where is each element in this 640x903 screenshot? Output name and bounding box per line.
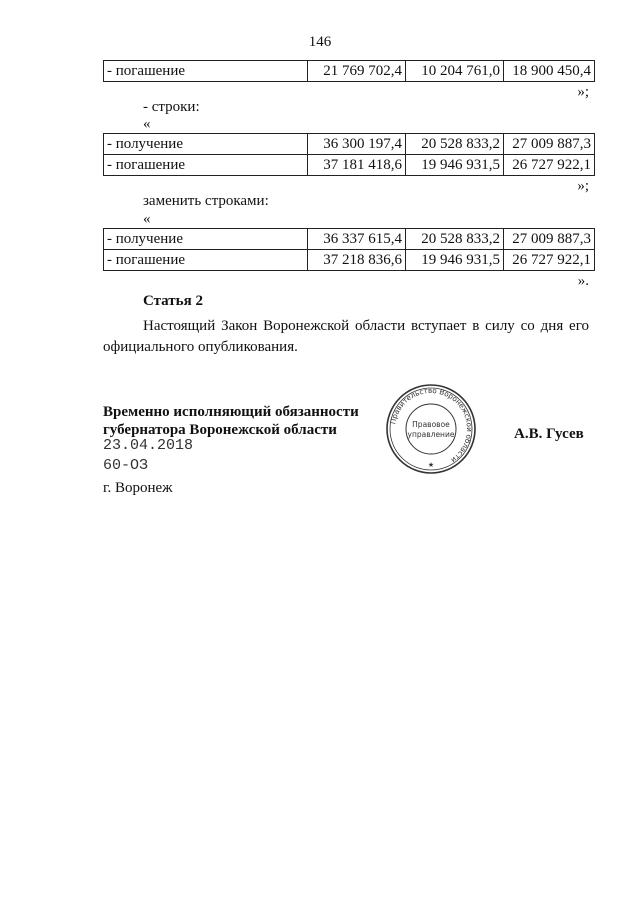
- signer-title-line2: губернатора Воронежской области: [103, 422, 337, 438]
- closing-quote-2: »;: [577, 178, 589, 194]
- row-value-2: 19 946 931,5: [406, 250, 504, 271]
- closing-quote-1: »;: [577, 84, 589, 100]
- seal-center-line2: управление: [407, 430, 455, 439]
- row-value-1: 37 181 418,6: [308, 155, 406, 176]
- row-value-1: 36 337 615,4: [308, 229, 406, 250]
- row-label: - получение: [104, 134, 308, 155]
- row-value-3: 18 900 450,4: [504, 61, 595, 82]
- official-seal: [385, 383, 477, 475]
- row-value-3: 26 727 922,1: [504, 155, 595, 176]
- table-row: [104, 61, 595, 82]
- table-row: [104, 134, 595, 155]
- table-row: [104, 250, 595, 271]
- seal-star-icon: ★: [427, 461, 435, 469]
- table-row: [104, 155, 595, 176]
- seal-ring-text: Правительство Воронежской области: [388, 385, 475, 465]
- table-old-lines: [103, 133, 595, 176]
- law-date: 23.04.2018: [103, 437, 194, 454]
- row-label: - погашение: [104, 61, 308, 82]
- article-title: Статья 2: [143, 293, 203, 309]
- row-value-2: 19 946 931,5: [406, 155, 504, 176]
- opening-quote-1: «: [143, 116, 151, 132]
- table-new-lines: [103, 228, 595, 271]
- row-value-3: 27 009 887,3: [504, 134, 595, 155]
- row-value-1: 37 218 836,6: [308, 250, 406, 271]
- row-label: - получение: [104, 229, 308, 250]
- row-value-3: 27 009 887,3: [504, 229, 595, 250]
- article-text: Настоящий Закон Воронежской области вступает в силу со дня его официального опубликования.: [103, 318, 589, 355]
- row-value-2: 10 204 761,0: [406, 61, 504, 82]
- table-repayment-top: [103, 60, 595, 82]
- row-label: - погашение: [104, 155, 308, 176]
- row-value-1: 36 300 197,4: [308, 134, 406, 155]
- row-value-2: 20 528 833,2: [406, 229, 504, 250]
- replace-label: заменить строками:: [143, 193, 269, 209]
- signer-title-line1: Временно исполняющий обязанности: [103, 404, 359, 420]
- row-label: - погашение: [104, 250, 308, 271]
- table-row: [104, 229, 595, 250]
- page-number: 146: [308, 34, 332, 50]
- law-number: 60-ОЗ: [103, 457, 149, 474]
- seal-center-line1: Правовое: [412, 420, 450, 429]
- closing-quote-3: ».: [577, 273, 589, 289]
- city: г. Воронеж: [103, 480, 173, 496]
- row-value-2: 20 528 833,2: [406, 134, 504, 155]
- signer-name: А.В. Гусев: [514, 426, 584, 442]
- row-value-3: 26 727 922,1: [504, 250, 595, 271]
- lines-label: - строки:: [143, 99, 200, 115]
- opening-quote-2: «: [143, 211, 151, 227]
- row-value-1: 21 769 702,4: [308, 61, 406, 82]
